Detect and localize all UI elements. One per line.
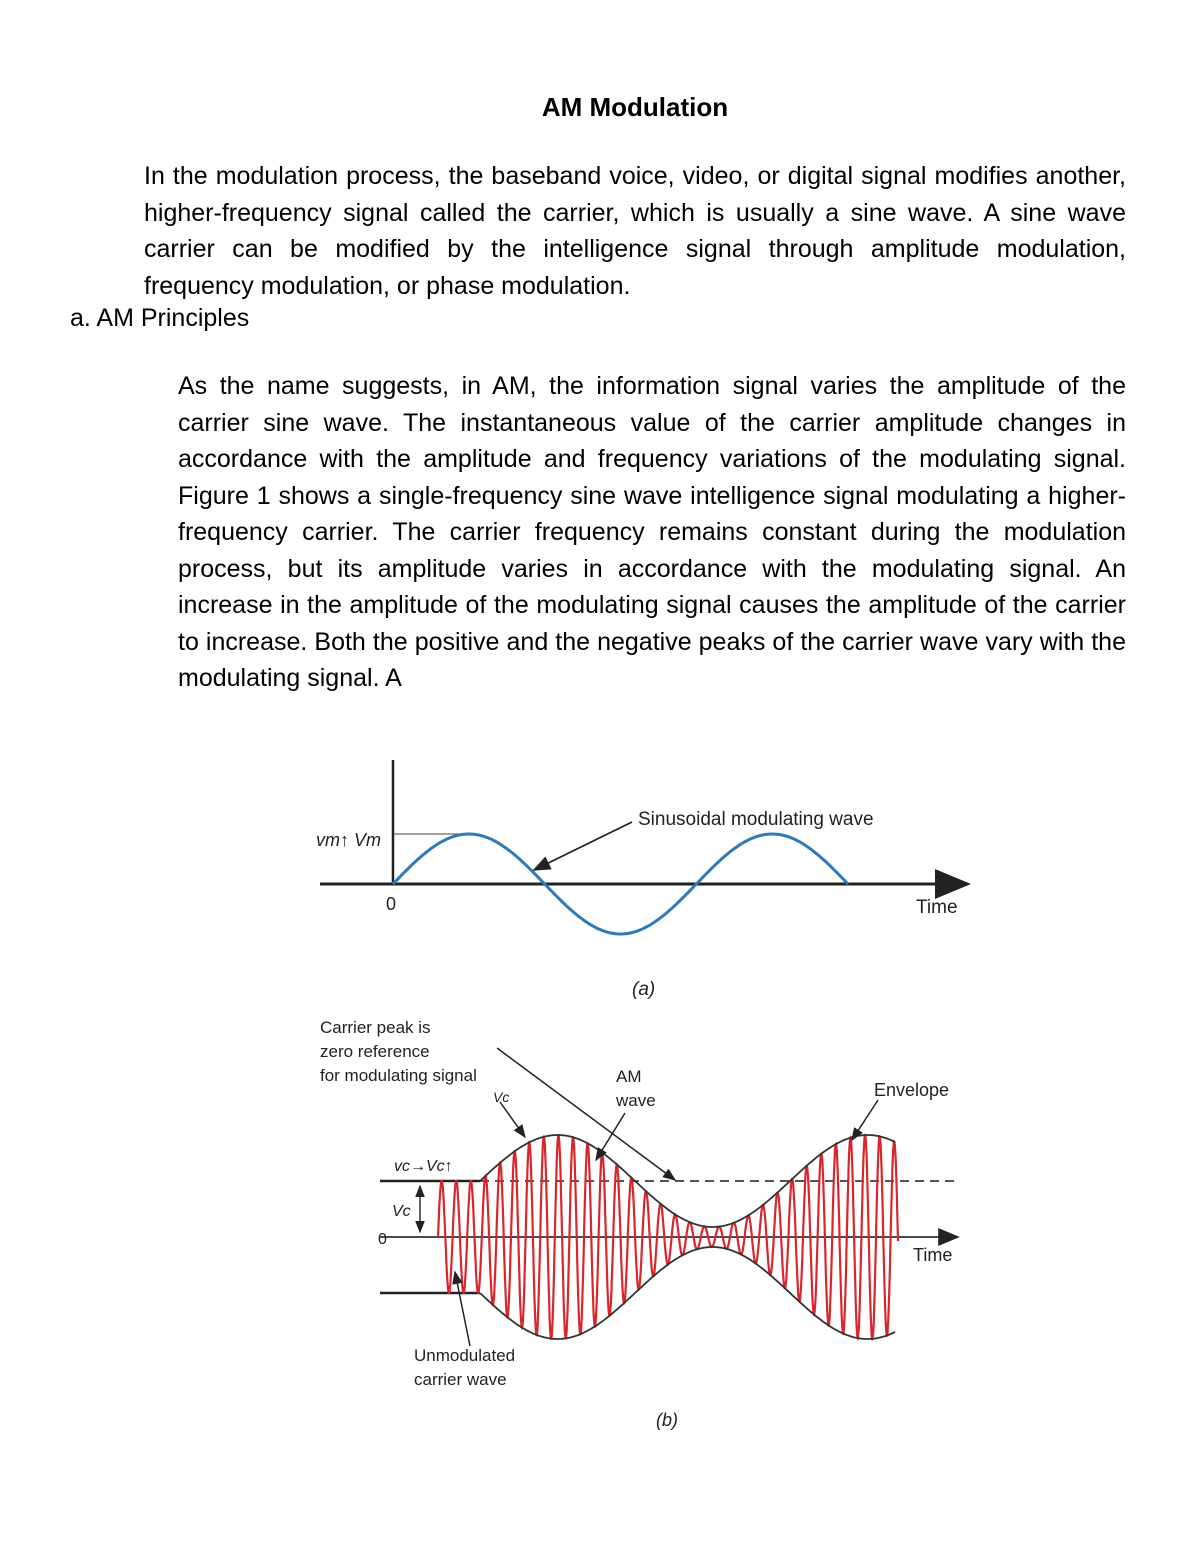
am-wave-pointer	[596, 1113, 625, 1160]
unmodulated-line-1: Unmodulated	[414, 1346, 516, 1365]
vc-pointer	[500, 1102, 525, 1137]
vc-label: Vc	[493, 1089, 510, 1105]
carrier-note-line-1: Carrier peak is	[320, 1018, 431, 1037]
fig-a-wave-label: Sinusoidal modulating wave	[638, 809, 874, 830]
page-title: AM Modulation	[541, 92, 729, 122]
fig-b-x-label: Time	[913, 1245, 953, 1265]
fig-b-caption: (b)	[656, 1410, 678, 1430]
section-heading: a. AM Principles	[70, 304, 250, 332]
fig-a-x-label: Time	[916, 897, 958, 918]
am-label-line-2: wave	[616, 1091, 656, 1110]
carrier-note-line-2: zero reference	[320, 1042, 430, 1061]
fig-b-origin-label: 0	[378, 1231, 387, 1248]
envelope-label: Envelope	[874, 1080, 950, 1100]
fig-a-y-label: vm↑ Vm	[316, 830, 381, 850]
vc-arrow-label: vc→Vc↑	[394, 1158, 453, 1175]
vc-side-label: Vc	[392, 1203, 411, 1220]
fig-a-origin-label: 0	[386, 894, 397, 914]
unmodulated-line-2: carrier wave	[414, 1370, 507, 1389]
carrier-note-line-3: for modulating signal	[320, 1066, 477, 1085]
body-paragraph: As the name suggests, in AM, the information signal varies the amplitude of the carrier sine wave. The instantaneous value of the carrier amplitude changes in accordance with the amplitude and frequency variations of the modulating signal. Figure 1 shows a single-frequency sine wave intelligence signal modulating a higher-frequency carrier. The carrier frequency remains constant during the modulation process, but its amplitude varies in accordance with the modulating signal. An increase in the amplitude of the modulating signal causes the amplitude of the carrier to increase. Both the positive and the negative peaks of the carrier wave vary with the modulating signal. A	[178, 372, 1126, 692]
intro-paragraph: In the modulation process, the baseband voice, video, or digital signal modifies another, higher-frequency signal called the carrier, which is usually a sine wave. A sine wave carrier can be modified by the intelligence signal through amplitude modulation, frequency modulation, or phase modulation.	[144, 162, 1126, 300]
envelope-lower	[480, 1247, 895, 1339]
fig-a-caption: (a)	[632, 979, 656, 1000]
am-label-line-1: AM	[616, 1067, 642, 1086]
